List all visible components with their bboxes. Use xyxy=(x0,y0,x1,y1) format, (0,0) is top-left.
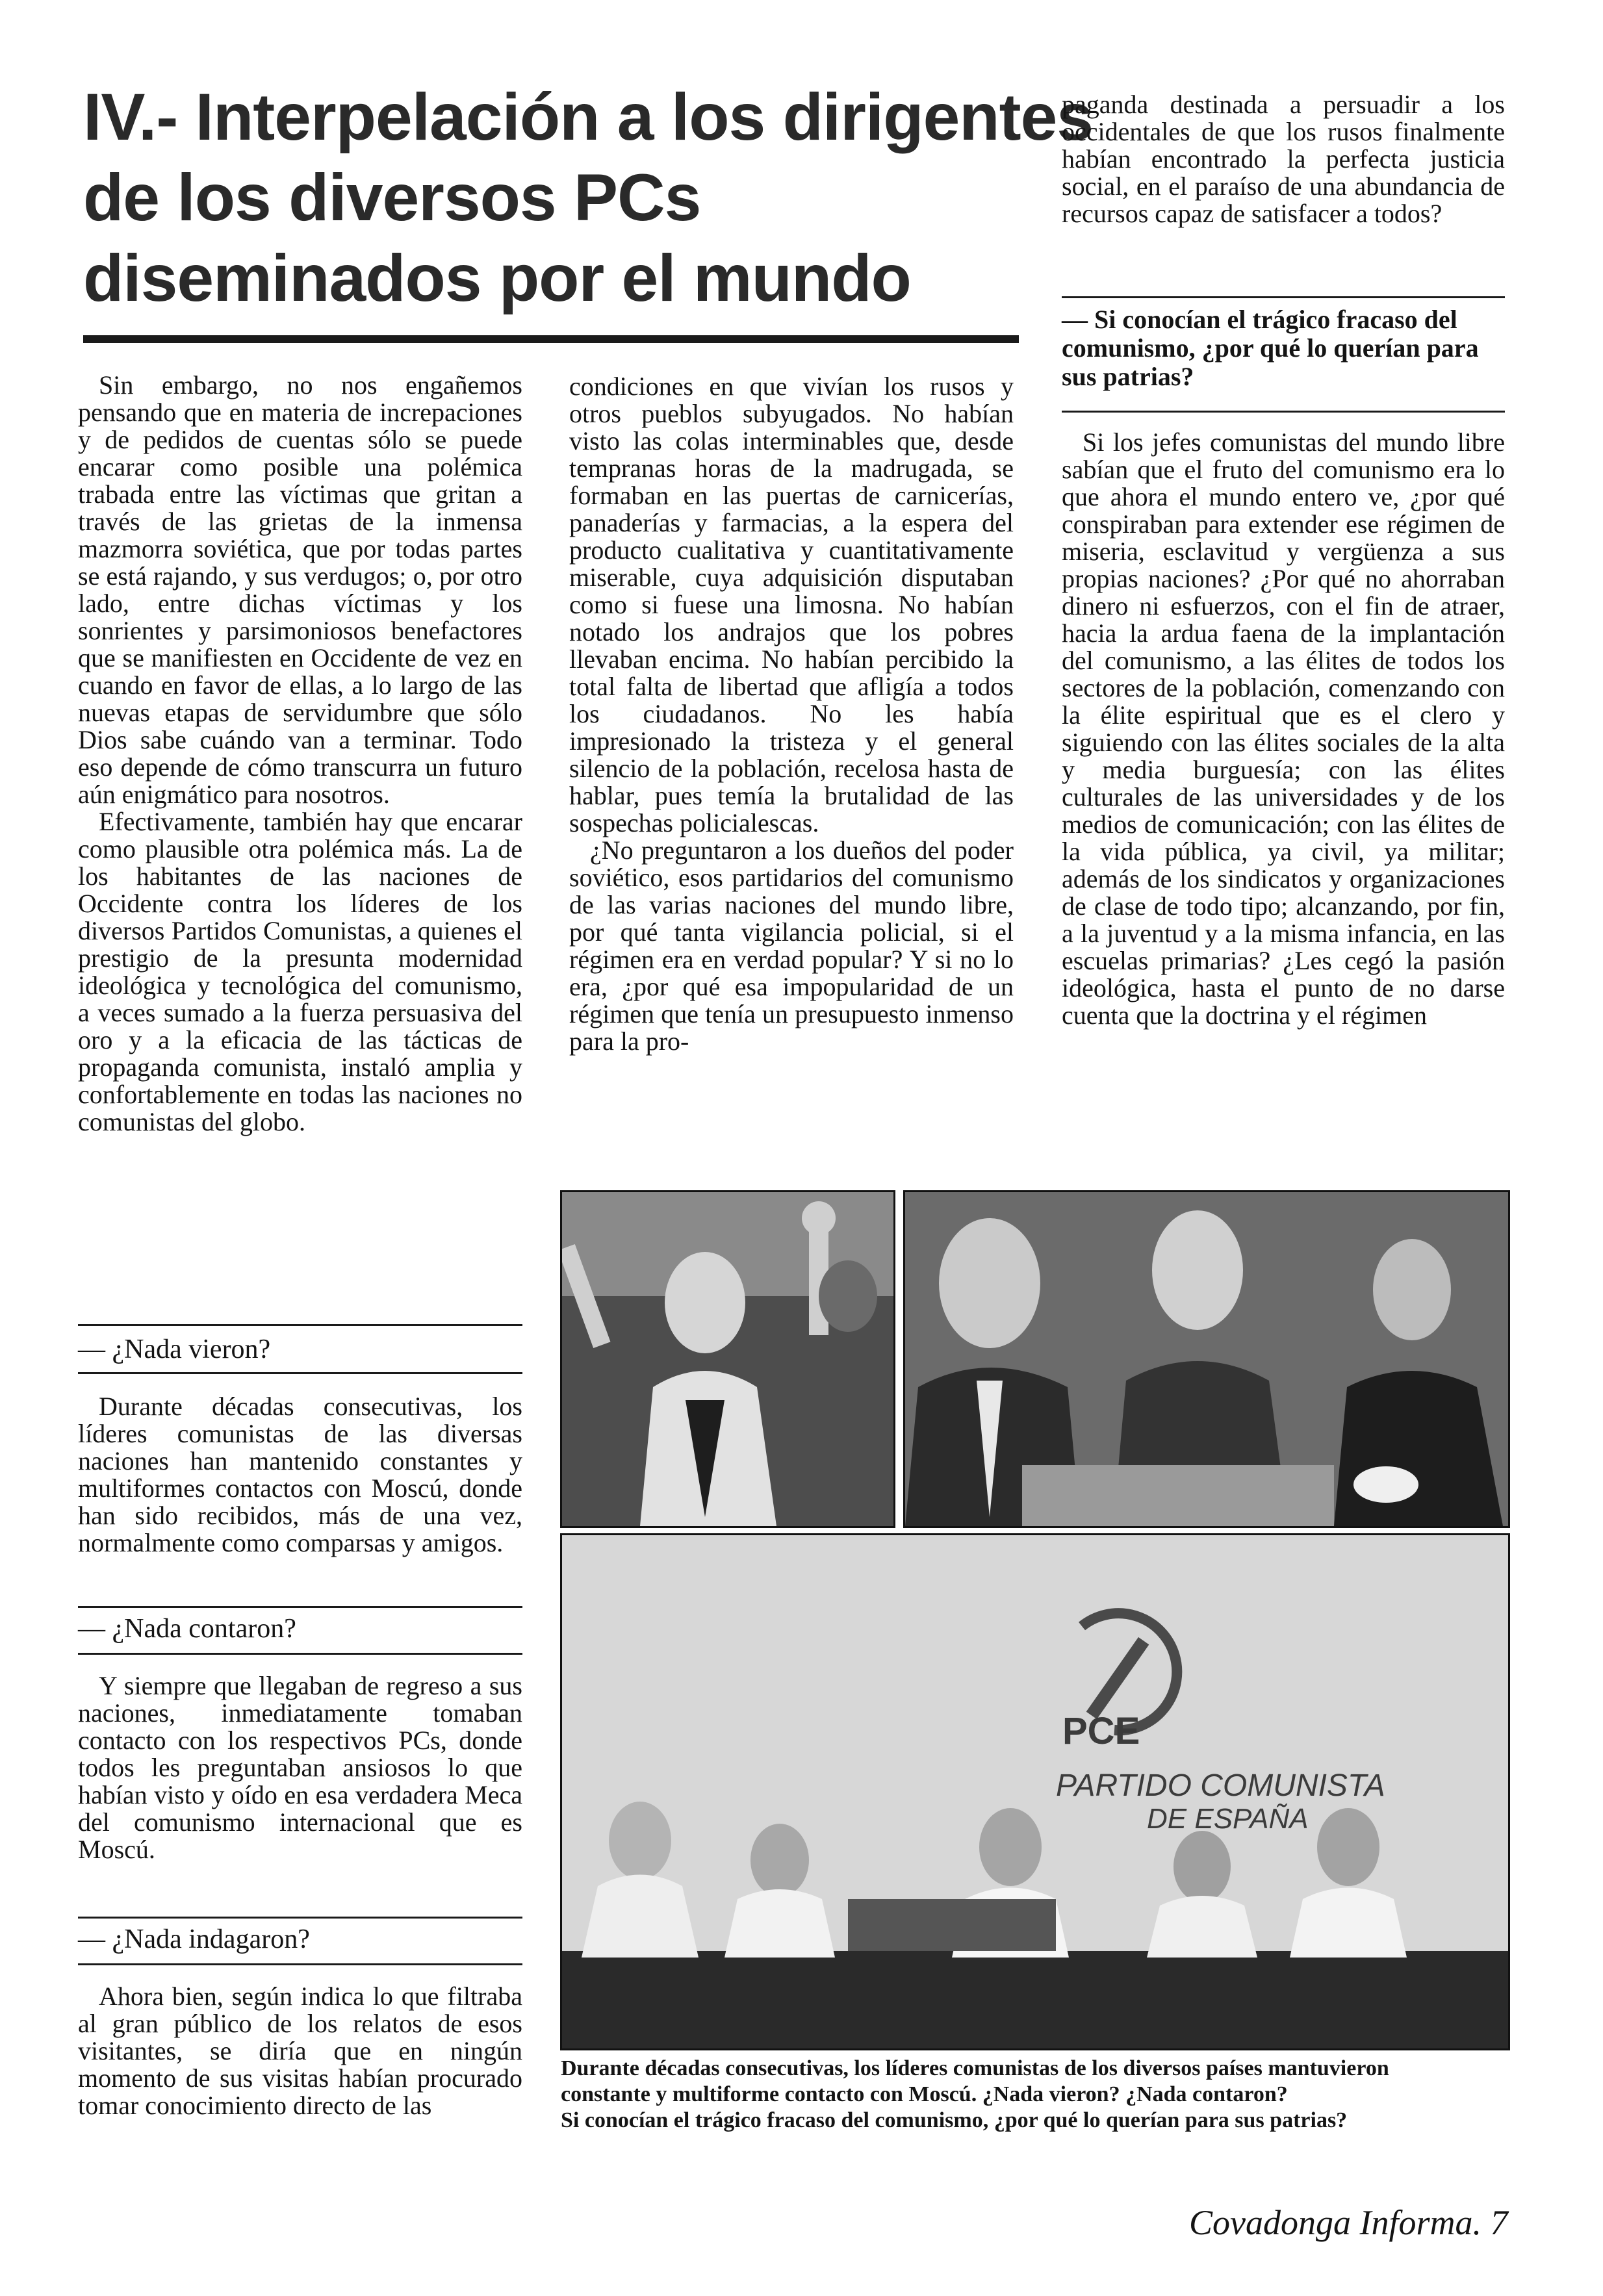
divider xyxy=(1062,296,1505,298)
divider xyxy=(78,1963,522,1965)
question-heading-nada-indagaron: — ¿Nada indagaron? xyxy=(78,1924,310,1954)
page-number: 7 xyxy=(1490,2203,1508,2242)
publication-name: Covadonga Informa. xyxy=(1189,2203,1481,2242)
title-line-1: IV.- Interpelación a los dirigentes xyxy=(83,80,1094,154)
col1-paragraph-3: Durante décadas consecutivas, los líderes comunistas de las diversas naciones han mantenido constantes y multiformes contactos con Moscú, donde han sido recibidos, más de una vez, normalmente como comparsas y amigos. xyxy=(78,1392,522,1557)
column-3 xyxy=(1062,429,1505,1029)
col1-paragraph-4: Y siempre que llegaban de regreso a sus naciones, inmediatamente tomaban contacto con los respectivos PCs, donde todos les preguntaban ansiosos lo que habían visto y oído en esa verdadera Meca del comunismo internacional que es Moscú. xyxy=(78,1671,522,1864)
col1-paragraph-5: Ahora bien, según indica lo que filtraba al gran público de los relatos de esos visitantes, se diría que en ningún momento de sus visitas habían procurado tomar conocimiento directo de las xyxy=(78,1982,522,2120)
photo-leaders-table xyxy=(903,1190,1510,1528)
title-line-2: de los diversos PCs xyxy=(83,160,701,235)
column-2 xyxy=(569,373,1014,1055)
subheading: — Si conocían el trágico fracaso del comunismo, ¿por qué lo querían para sus patrias? xyxy=(1062,305,1479,391)
caption-line-1: Durante décadas consecutivas, los líderes comunistas de los diversos países mantuvieron xyxy=(561,2056,1389,2080)
photo-leaders-illustration xyxy=(905,1192,1508,1526)
column-1-block-2 xyxy=(78,1393,522,1557)
col3-paragraph-2: Si los jefes comunistas del mundo libre sabían que el fruto del comunismo era lo que ahora el mundo entero ve, ¿por qué conspiraban para extender ese régimen de miseria, esclavitud y vergüenza a sus propias naciones? ¿Por qué no ahorraban dinero ni esfuerzos, con el fin de atraer, hacia la ardua faena de la implantación del comunismo, a las élites de todos los sectores de la población, comenzando con la élite espiritual que es el clero y siguiendo con las élites sociales de la alta y media burguesía; con las élites culturales de las universidades y de los medios de comunicación; con las élites de la vida pública, ya civil, ya militar; además de los sindicatos y organizaciones de clase de todo tipo; alcanzando, por fin, a la juventud y a la misma infancia, en las escuelas primarias? ¿Les cegó la pasión ideológica, hasta el punto de no darse cuenta que la doctrina y el régimen xyxy=(1062,427,1505,1030)
col2-paragraph-1: condiciones en que vivían los rusos y otros pueblos subyugados. No habían visto las colas interminables que, desde tempranas horas de la madrugada, se formaban en las puertas de carnicerías, panaderías y farmacias, a la espera del producto cualitativa y cuantitativamente miserable, cuya adquisición disputaban como si fuese una limosna. No habían notado los andrajos que los pobres llevaban encima. No habían percibido la total falta de libertad que afligía a todos los ciudadanos. No les había impresionado la tristeza y el general silencio de la población, recelosa hasta de hablar, pues temía la brutalidad de las sospechas policialescas. xyxy=(569,372,1014,837)
banner-text-line-2: DE ESPAÑA xyxy=(1147,1803,1309,1835)
column-1-block-4 xyxy=(78,1983,522,2119)
col1-paragraph-1: Sin embargo, no nos engañemos pensando que en materia de increpaciones y de pedidos de cuentas sólo se puede encarar como posible una polémica trabada entre las víctimas que gritan a través de las grietas de la inmensa mazmorra soviética, que por todas partes se está rajando, y sus verdugos; o, por otro lado, entre dichas víctimas y los sonrientes y parsimoniosos benefactores que se manifiesten en Occidente de vez en cuando en favor de ellas, a lo largo de las nuevas etapas de servidumbre que sólo Dios sabe cuándo van a terminar. Todo eso depende de cómo transcurra un futuro aún enigmático para nosotros. xyxy=(78,370,522,809)
column-1-block-3 xyxy=(78,1672,522,1863)
col1-paragraph-2: Efectivamente, también hay que encarar como plausible otra polémica más. La de los habitantes de las naciones de Occidente contra los líderes de los diversos Partidos Comunistas, a quienes el prestigio de la presunta modernidad ideológica y tecnológica del comunismo, a veces sumado a la fuerza persuasiva del oro y a la eficacia de las tácticas de propaganda comunista, instaló amplia y confortablemente en todas las naciones no comunistas del globo. xyxy=(78,807,522,1136)
page-title xyxy=(83,77,1094,318)
photo-caption xyxy=(561,2056,1509,2134)
divider xyxy=(78,1917,522,1919)
banner-text-line-1: PARTIDO COMUNISTA xyxy=(1056,1768,1385,1803)
photo-pce-press-conference xyxy=(560,1533,1510,2050)
page-footer xyxy=(1189,2202,1507,2243)
divider xyxy=(78,1606,522,1608)
col2-paragraph-2: ¿No preguntaron a los dueños del poder soviético, esos partidarios del comunismo de las varias naciones del mundo libre, por qué tanta vigilancia policial, si el régimen era en verdad popular? Y si no lo era, ¿por qué esa impopularidad de un régimen que tenía un presupuesto inmenso para la pro- xyxy=(569,835,1014,1056)
divider xyxy=(78,1372,522,1374)
column-1 xyxy=(78,372,522,1303)
photo-rally-illustration xyxy=(562,1192,893,1526)
title-line-3: diseminados por el mundo xyxy=(83,241,911,315)
divider xyxy=(78,1653,522,1655)
column-3-top xyxy=(1062,91,1505,227)
caption-line-2: constante y multiforme contacto con Moscú. ¿Nada vieron? ¿Nada contaron? xyxy=(561,2082,1288,2106)
title-rule xyxy=(83,335,1019,343)
divider xyxy=(78,1324,522,1326)
question-heading-nada-vieron: — ¿Nada vieron? xyxy=(78,1334,271,1364)
photo-rally xyxy=(560,1190,895,1528)
col3-paragraph-1: paganda destinada a persuadir a los occidentales de que los rusos finalmente habían encontrado la perfecta justicia social, en el paraíso de una abundancia de recursos capaz de satisfacer a todos? xyxy=(1062,90,1505,228)
pce-logo-text: PCE xyxy=(1062,1710,1140,1752)
caption-line-3: Si conocían el trágico fracaso del comunismo, ¿por qué lo querían para sus patrias? xyxy=(561,2108,1348,2132)
question-heading-nada-contaron: — ¿Nada contaron? xyxy=(78,1614,296,1644)
divider xyxy=(1062,411,1505,413)
